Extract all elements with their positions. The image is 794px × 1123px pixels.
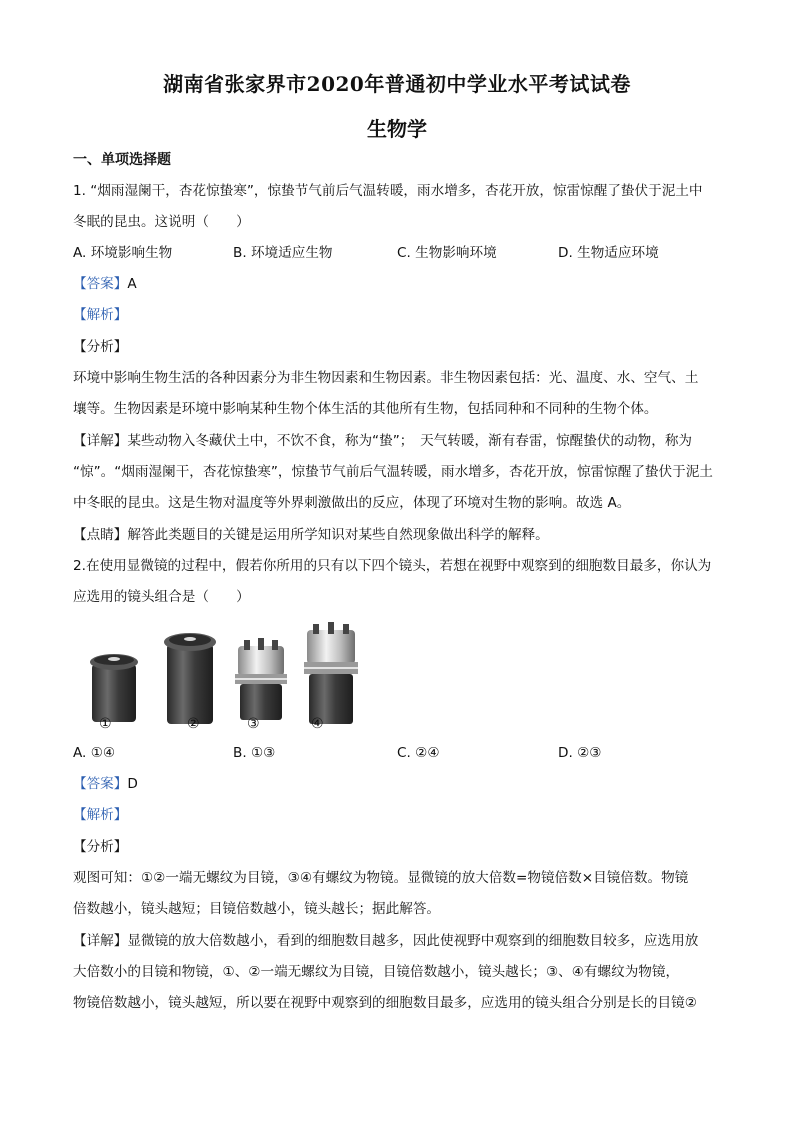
figure-label-4: ④ [311,716,324,732]
q2-option-d: D. ②③ [558,745,602,761]
q1-analysis-line1: 环境中影响生物生活的各种因素分为非生物因素和生物因素。非生物因素包括：光、温度、水、空气、土 [73,370,699,386]
answer-value: A [127,276,137,292]
comment-tag: 【点睛】 [73,527,128,543]
section-heading: 一、单项选择题 [73,152,171,168]
q2-option-b: B. ①③ [233,745,276,761]
lens-4-objective-long [304,622,358,724]
q2-answer-line [73,774,723,794]
q1-answer-line [73,274,723,294]
q2-option-c: C. ②④ [397,745,440,761]
q1-stem-line2: 冬眠的昆虫。这说明（ ） [73,214,250,230]
q2-analysis-line1: 观图可知：①②一端无螺纹为目镜，③④有螺纹为物镜。显微镜的放大倍数=物镜倍数×目镜倍数。物镜 [73,870,689,886]
q1-option-d: D. 生物适应环境 [558,245,659,261]
page-title: 湖南省张家界市2020年普通初中学业水平考试试卷 [163,72,631,96]
q2-detail-line3: 物镜倍数越小，镜头越短，所以要在视野中观察到的细胞数目最多，应选用的镜头组合分别是长的目镜② [73,995,697,1011]
detail-text: 显微镜的放大倍数越小，看到的细胞数目越多，因此使视野中观察到的细胞数目较多，应选用放 [127,933,699,949]
detail-text: 某些动物入冬藏伏土中，不饮不食，称为“蛰”； 天气转暖，渐有春雷，惊醒蛰伏的动物，称为 [127,433,693,449]
q2-detail-line2: 大倍数小的目镜和物镜，①、②一端无螺纹为目镜，目镜倍数越小，镜头越长；③、④有螺纹为物镜， [73,964,680,980]
figure-label-2: ② [187,716,200,732]
q1-option-c: C. 生物影响环境 [397,245,497,261]
answer-value: D [127,776,138,792]
comment-text: 解答此类题目的关键是运用所学知识对某些自然现象做出科学的解释。 [127,527,549,543]
q2-analysis-line2: 倍数越小，镜头越短；目镜倍数越小，镜头越长；据此解答。 [73,901,441,917]
answer-tag: 【答案】 [73,776,128,792]
q2-stem-line2: 应选用的镜头组合是（ ） [73,589,250,605]
detail-tag: 【详解】 [73,933,128,949]
lens-3-objective-short [235,638,287,720]
q1-detail-line1 [73,431,723,451]
q1-comment-line [73,525,723,545]
q2-stem-line1: 2.在使用显微镜的过程中，假若你所用的只有以下四个镜头，若想在视野中观察到的细胞数目最多，你认为 [73,558,712,574]
figure-label-3: ③ [247,716,260,732]
q1-detail-line3: 中冬眠的昆虫。这是生物对温度等外界刺激做出的反应，体现了环境对生物的影响。故选 A。 [73,495,631,511]
figure-label-1: ① [99,716,112,732]
microscope-lenses-figure [78,620,378,735]
q1-option-a: A. 环境影响生物 [73,245,173,261]
q1-option-b: B. 环境适应生物 [233,245,333,261]
detail-tag: 【详解】 [73,433,128,449]
subject-title: 生物学 [367,117,427,141]
answer-tag: 【答案】 [73,276,128,292]
lens-2-eyepiece-long [164,633,216,724]
fenxi-tag: 【分析】 [73,839,128,855]
q1-detail-line2: “惊”。“烟雨湿阑干，杏花惊蛰寒”，惊蛰节气前后气温转暖，雨水增多，杏花开放，惊雷惊醒了蛰伏于泥土 [73,464,713,480]
fenxi-tag: 【分析】 [73,339,128,355]
q2-option-a: A. ①④ [73,745,116,761]
lens-1-eyepiece-short [90,654,138,722]
jiexi-tag: 【解析】 [73,807,128,823]
q1-stem-line1: 1. “烟雨湿阑干，杏花惊蛰寒”，惊蛰节气前后气温转暖，雨水增多，杏花开放，惊雷惊醒了蛰伏于泥土中 [73,183,703,199]
jiexi-tag: 【解析】 [73,307,128,323]
q2-detail-line1 [73,931,723,951]
q1-analysis-line2: 壤等。生物因素是环境中影响某种生物个体生活的其他所有生物，包括同种和不同种的生物个体。 [73,401,658,417]
